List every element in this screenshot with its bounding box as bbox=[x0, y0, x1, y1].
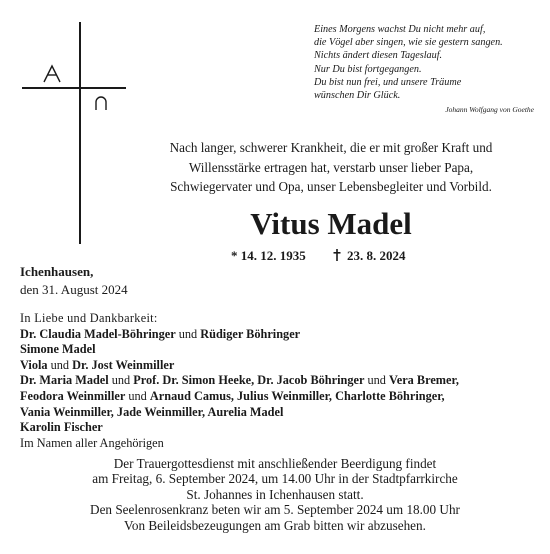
service-line: am Freitag, 6. September 2024, um 14.00 Uhr in der Stadtpfarrkirche bbox=[92, 471, 458, 487]
life-dates bbox=[231, 247, 431, 264]
family-connector: und bbox=[108, 373, 134, 388]
notice-date: den 31. August 2024 bbox=[20, 282, 128, 297]
service-line: Der Trauergottesdienst mit anschließender Beerdigung findet bbox=[113, 456, 437, 471]
family-connector: und bbox=[47, 357, 73, 372]
poem-line: Nur Du bist fortgegangen. bbox=[314, 63, 422, 75]
birth-date: * 14. 12. 1935 bbox=[231, 248, 306, 263]
family-line bbox=[20, 373, 540, 389]
family-closing bbox=[20, 436, 540, 452]
poem bbox=[314, 23, 544, 116]
family-name: Prof. Dr. Simon Heeke, Dr. Jacob Böhringer bbox=[133, 373, 365, 388]
service-line: St. Johannes in Ichenhausen statt. bbox=[186, 486, 364, 502]
omega-icon bbox=[93, 95, 109, 111]
family-line bbox=[20, 342, 540, 358]
death-date: 23. 8. 2024 bbox=[347, 248, 406, 263]
place-and-date bbox=[20, 263, 220, 299]
family-heading: In Liebe und Dankbarkeit: bbox=[20, 311, 158, 325]
family-name: Dr. Jost Weinmiller bbox=[72, 357, 175, 372]
intro-line: Schwiegervater und Opa, unser Lebensbegleiter und Vorbild. bbox=[170, 179, 492, 194]
cross-vertical-beam bbox=[79, 22, 81, 244]
family-line bbox=[20, 358, 540, 374]
poem-line: wünschen Dir Glück. bbox=[314, 90, 401, 102]
death-date-group bbox=[333, 247, 406, 264]
intro-text bbox=[128, 138, 534, 197]
family-name: Arnaud Camus, Julius Weinmiller, Charlotte Böhringer, bbox=[149, 388, 445, 403]
family-name: Simone Madel bbox=[20, 342, 96, 357]
poem-author: Johann Wolfgang von Goethe bbox=[445, 105, 534, 115]
family-line bbox=[20, 389, 540, 405]
service-line: Den Seelenrosenkranz beten wir am 5. September 2024 um 18.00 Uhr bbox=[90, 502, 460, 518]
family-name: Karolin Fischer bbox=[20, 420, 103, 435]
family-name: Vera Bremer, bbox=[389, 373, 459, 388]
family-line bbox=[20, 420, 540, 436]
poem-line: die Vögel aber singen, wie sie gestern sangen. bbox=[314, 37, 503, 49]
poem-line: Nichts ändert diesen Tageslauf. bbox=[314, 50, 443, 62]
alpha-icon bbox=[42, 64, 62, 84]
family-connector: und bbox=[125, 388, 150, 403]
deceased-name: Vitus Madel bbox=[250, 206, 412, 241]
dagger-icon bbox=[333, 249, 341, 261]
poem-line: Eines Morgens wachst Du nicht mehr auf, bbox=[314, 24, 486, 35]
family-list bbox=[20, 311, 540, 451]
family-line bbox=[20, 405, 540, 421]
family-closing-text: Im Namen aller Angehörigen bbox=[20, 435, 164, 450]
family-name: Feodora Weinmiller bbox=[20, 388, 126, 403]
cross-horizontal-beam bbox=[22, 87, 126, 89]
family-name: Viola bbox=[20, 357, 48, 372]
family-connector: und bbox=[364, 373, 389, 388]
family-name: Rüdiger Böhringer bbox=[200, 326, 301, 341]
family-name: Dr. Claudia Madel-Böhringer bbox=[20, 326, 176, 341]
poem-line: Du bist nun frei, und unsere Träume bbox=[314, 76, 462, 88]
service-line: Von Beileidsbezeugungen am Grab bitten wir abzusehen. bbox=[124, 517, 426, 533]
family-name: Dr. Maria Madel bbox=[20, 373, 109, 388]
intro-line: Nach langer, schwerer Krankheit, die er mit großer Kraft und bbox=[169, 140, 493, 155]
intro-line: Willensstärke ertragen hat, verstarb unser lieber Papa, bbox=[188, 159, 474, 175]
family-connector: und bbox=[175, 326, 201, 341]
place-city: Ichenhausen, bbox=[20, 264, 94, 279]
family-name: Vania Weinmiller, Jade Weinmiller, Aurelia Madel bbox=[20, 404, 284, 419]
family-line bbox=[20, 327, 540, 343]
service-info bbox=[20, 456, 530, 533]
